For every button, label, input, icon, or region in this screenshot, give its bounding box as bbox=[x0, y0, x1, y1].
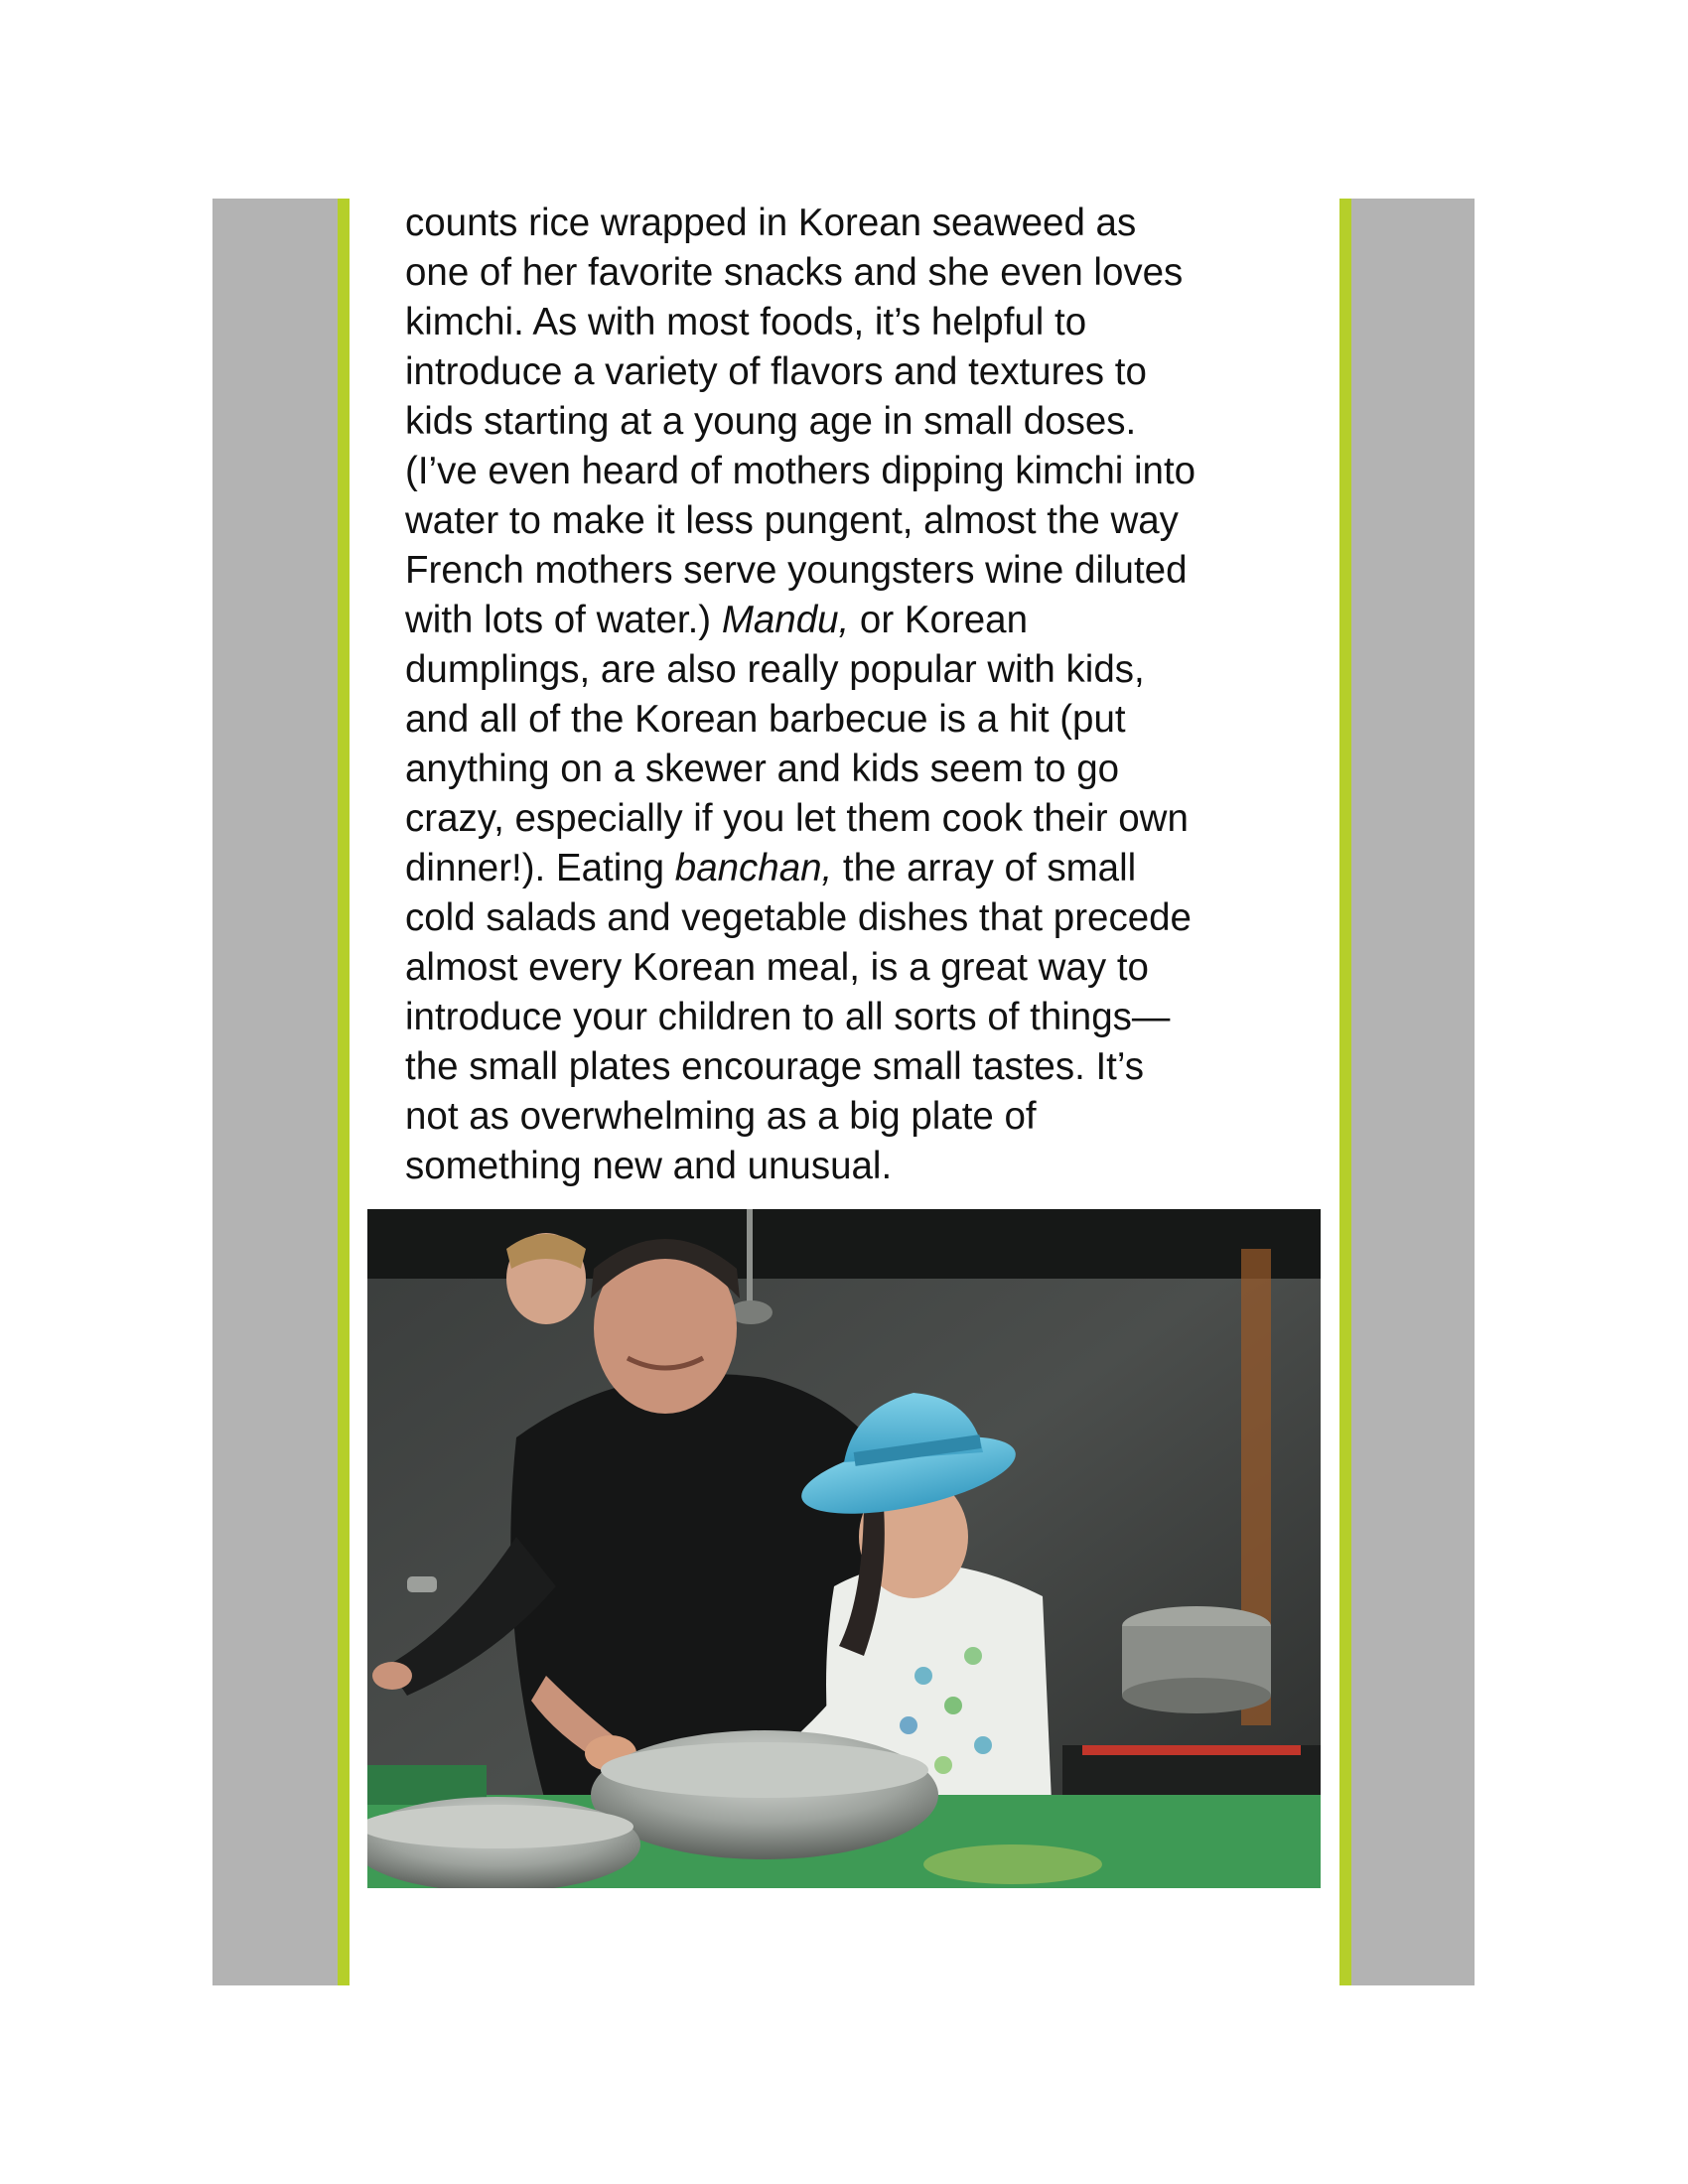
right-margin-bar bbox=[1347, 199, 1475, 1985]
paragraph-line: crazy, especially if you let them cook their own bbox=[405, 797, 1189, 840]
paragraph-line: water to make it less pungent, almost the way bbox=[405, 499, 1179, 542]
paragraph-line: and all of the Korean barbecue is a hit (put bbox=[405, 698, 1126, 741]
kitchen-photo bbox=[367, 1209, 1321, 1888]
italic-term-banchan: banchan, bbox=[674, 847, 833, 889]
paragraph-line: counts rice wrapped in Korean seaweed as bbox=[405, 202, 1137, 244]
paragraph-line: almost every Korean meal, is a great way to bbox=[405, 946, 1149, 989]
paragraph-line: (I’ve even heard of mothers dipping kimchi into bbox=[405, 450, 1196, 492]
paragraph-text: with lots of water.) bbox=[405, 599, 722, 641]
paragraph-line bbox=[405, 596, 1299, 645]
paragraph-line: kimchi. As with most foods, it’s helpful to bbox=[405, 301, 1087, 343]
italic-term-mandu: Mandu, bbox=[721, 599, 850, 641]
paragraph-text: the array of small bbox=[832, 847, 1137, 889]
paragraph-line bbox=[405, 844, 1299, 893]
paragraph-line: cold salads and vegetable dishes that precede bbox=[405, 896, 1192, 939]
paragraph-line: the small plates encourage small tastes. It’s bbox=[405, 1045, 1144, 1088]
left-accent-stripe bbox=[338, 199, 350, 1985]
paragraph-line: not as overwhelming as a big plate of bbox=[405, 1095, 1037, 1138]
paragraph-line: dumplings, are also really popular with kids, bbox=[405, 648, 1145, 691]
paragraph-line: anything on a skewer and kids seem to go bbox=[405, 748, 1120, 790]
paragraph-line: French mothers serve youngsters wine diluted bbox=[405, 549, 1188, 592]
right-accent-stripe bbox=[1339, 199, 1351, 1985]
left-margin-bar bbox=[212, 199, 338, 1985]
paragraph-line: introduce your children to all sorts of things— bbox=[405, 996, 1171, 1038]
paragraph-text: dinner!). Eating bbox=[405, 847, 675, 889]
paragraph-line: introduce a variety of flavors and textures to bbox=[405, 350, 1147, 393]
body-paragraph bbox=[405, 199, 1299, 1191]
paragraph-line: kids starting at a young age in small doses. bbox=[405, 400, 1137, 443]
kitchen-photo-illustration bbox=[367, 1209, 1321, 1888]
paragraph-line: one of her favorite snacks and she even loves bbox=[405, 251, 1184, 294]
paragraph-line: something new and unusual. bbox=[405, 1145, 893, 1187]
paragraph-text: or Korean bbox=[849, 599, 1029, 641]
